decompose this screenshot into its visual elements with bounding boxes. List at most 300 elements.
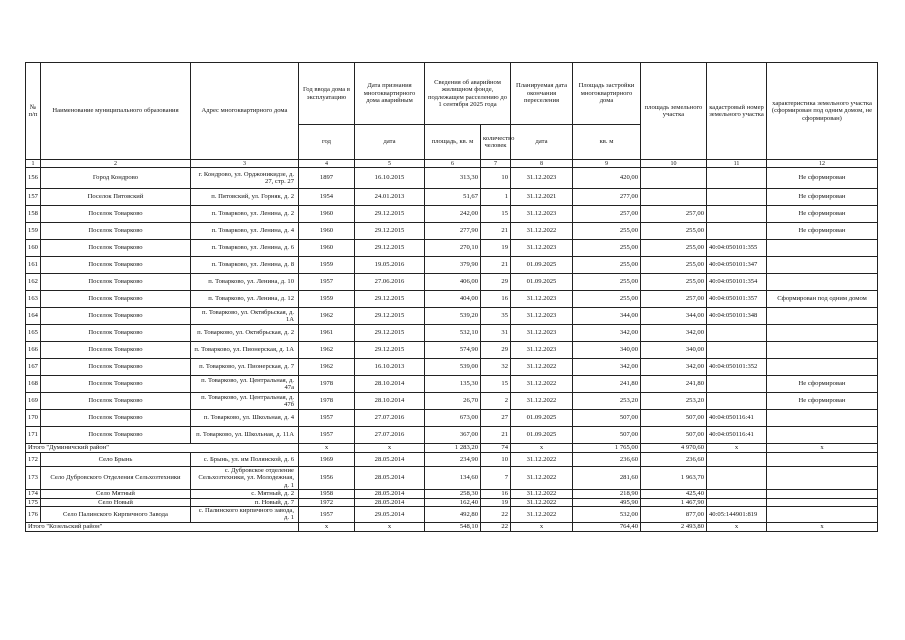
building-area-cell: 420,00 (573, 168, 641, 189)
recognition-date-cell: 28.05.2014 (355, 453, 425, 467)
land-characteristic-cell (767, 325, 878, 342)
cadastral-cell: 40:04:050101:348 (707, 308, 767, 325)
table-row (26, 291, 878, 308)
year-cell: 1972 (299, 498, 355, 506)
land-area-cell: 507,00 (641, 427, 707, 444)
table-row (26, 410, 878, 427)
table-row (26, 376, 878, 393)
recognition-date-cell: 29.05.2014 (355, 507, 425, 523)
row-number: 168 (26, 376, 41, 393)
header-land-area: площадь земельного участка (641, 63, 707, 160)
planned-date-cell: 31.12.2023 (511, 206, 573, 223)
municipality-cell: Село Мятный (41, 490, 191, 498)
row-number: 160 (26, 240, 41, 257)
land-area-cell: 344,00 (641, 308, 707, 325)
building-area-cell: 255,00 (573, 274, 641, 291)
year-cell: 1958 (299, 490, 355, 498)
municipality-cell: Поселок Товарково (41, 427, 191, 444)
year-cell: 1960 (299, 223, 355, 240)
total-year-cell: x (299, 522, 355, 531)
building-area-cell: 340,00 (573, 342, 641, 359)
cadastral-cell: 40:04:050101:347 (707, 257, 767, 274)
municipality-cell: Село Дубровского Отделения Сельхозтехники (41, 467, 191, 490)
column-number: 7 (481, 160, 511, 168)
total-label: Итого "Козельский район" (26, 522, 299, 531)
address-cell: п. Товарково, ул. Центральная, д. 47б (191, 393, 299, 410)
area-cell: 270,10 (425, 240, 481, 257)
address-cell: с. Брынь, ул. им Полянской, д. 6 (191, 453, 299, 467)
area-cell: 242,00 (425, 206, 481, 223)
municipality-cell: Поселок Товарково (41, 257, 191, 274)
people-cell: 16 (481, 291, 511, 308)
recognition-date-cell: 24.01.2013 (355, 189, 425, 206)
cadastral-cell (707, 325, 767, 342)
table-row (26, 308, 878, 325)
cadastral-cell (707, 490, 767, 498)
address-cell: г. Кондрово, ул. Орджоникидзе, д. 27, стр. 27 (191, 168, 299, 189)
year-cell: 1959 (299, 291, 355, 308)
year-cell: 1957 (299, 427, 355, 444)
row-number: 158 (26, 206, 41, 223)
area-cell: 406,00 (425, 274, 481, 291)
building-area-cell: 218,90 (573, 490, 641, 498)
land-area-cell: 236,60 (641, 453, 707, 467)
recognition-date-cell: 29.12.2015 (355, 206, 425, 223)
area-cell: 135,30 (425, 376, 481, 393)
recognition-date-cell: 29.12.2015 (355, 223, 425, 240)
total-land-area-cell: 2 493,80 (641, 522, 707, 531)
subheader-unit: кв. м (573, 125, 641, 160)
table-row (26, 359, 878, 376)
column-number: 2 (41, 160, 191, 168)
total-row (26, 522, 878, 531)
address-cell: п. Товарково, ул. Пионерская, д. 7 (191, 359, 299, 376)
land-area-cell (641, 189, 707, 206)
row-number: 157 (26, 189, 41, 206)
total-date-cell: x (355, 522, 425, 531)
row-number: 169 (26, 393, 41, 410)
total-row (26, 444, 878, 453)
land-area-cell: 340,00 (641, 342, 707, 359)
municipality-cell: Город Кондрово (41, 168, 191, 189)
recognition-date-cell: 29.12.2015 (355, 240, 425, 257)
header-building-area: Площадь застройки многоквартирного дома (573, 63, 641, 125)
cadastral-cell (707, 168, 767, 189)
land-characteristic-cell: Не сформирован (767, 206, 878, 223)
total-characteristic-cell: x (767, 444, 878, 453)
table-row (26, 240, 878, 257)
building-area-cell: 281,60 (573, 467, 641, 490)
recognition-date-cell: 28.10.2014 (355, 393, 425, 410)
people-cell: 10 (481, 453, 511, 467)
planned-date-cell: 31.12.2022 (511, 453, 573, 467)
land-area-cell: 342,00 (641, 359, 707, 376)
cadastral-cell: 40:04:050116:41 (707, 410, 767, 427)
building-area-cell: 255,00 (573, 257, 641, 274)
address-cell: п. Пятовский, ул. Горняк, д. 2 (191, 189, 299, 206)
cadastral-cell (707, 498, 767, 506)
people-cell: 15 (481, 376, 511, 393)
address-cell: п. Товарково, ул. Ленина, д. 6 (191, 240, 299, 257)
total-people-cell: 22 (481, 522, 511, 531)
municipality-cell: Поселок Товарково (41, 359, 191, 376)
planned-date-cell: 31.12.2022 (511, 498, 573, 506)
recognition-date-cell: 28.05.2014 (355, 498, 425, 506)
table-row (26, 453, 878, 467)
area-cell: 539,20 (425, 308, 481, 325)
people-cell: 22 (481, 507, 511, 523)
land-characteristic-cell (767, 240, 878, 257)
building-area-cell: 507,00 (573, 427, 641, 444)
building-area-cell: 277,00 (573, 189, 641, 206)
building-area-cell: 255,00 (573, 240, 641, 257)
address-cell: п. Товарково, ул. Ленина, д. 12 (191, 291, 299, 308)
area-cell: 258,30 (425, 490, 481, 498)
building-area-cell: 344,00 (573, 308, 641, 325)
total-cadastral-cell: x (707, 522, 767, 531)
land-area-cell: 257,00 (641, 206, 707, 223)
year-cell: 1954 (299, 189, 355, 206)
land-characteristic-cell (767, 359, 878, 376)
year-cell: 1897 (299, 168, 355, 189)
building-area-cell: 241,80 (573, 376, 641, 393)
year-cell: 1957 (299, 410, 355, 427)
address-cell: п. Товарково, ул. Ленина, д. 8 (191, 257, 299, 274)
land-area-cell: 1 963,70 (641, 467, 707, 490)
recognition-date-cell: 29.12.2015 (355, 308, 425, 325)
people-cell: 21 (481, 223, 511, 240)
row-number: 170 (26, 410, 41, 427)
subheader-year: год (299, 125, 355, 160)
building-area-cell: 532,00 (573, 507, 641, 523)
table-row (26, 467, 878, 490)
header-address: Адрес многоквартирного дома (191, 63, 299, 160)
area-cell: 673,00 (425, 410, 481, 427)
land-area-cell: 877,00 (641, 507, 707, 523)
municipality-cell: Поселок Товарково (41, 325, 191, 342)
cadastral-cell: 40:04:050101:352 (707, 359, 767, 376)
planned-date-cell: 01.09.2025 (511, 257, 573, 274)
address-cell: п. Товарково, ул. Ленина, д. 10 (191, 274, 299, 291)
area-cell: 26,70 (425, 393, 481, 410)
recognition-date-cell: 28.10.2014 (355, 376, 425, 393)
table-body (26, 160, 878, 532)
row-number: 175 (26, 498, 41, 506)
total-year-cell: x (299, 444, 355, 453)
emergency-housing-table (25, 62, 878, 532)
row-number: 171 (26, 427, 41, 444)
total-characteristic-cell: x (767, 522, 878, 531)
address-cell: п. Новый, д. 7 (191, 498, 299, 506)
land-area-cell: 507,00 (641, 410, 707, 427)
row-number: 163 (26, 291, 41, 308)
land-characteristic-cell (767, 427, 878, 444)
address-cell: п. Товарково, ул. Октябрьская, д. 2 (191, 325, 299, 342)
people-cell: 27 (481, 410, 511, 427)
row-number: 166 (26, 342, 41, 359)
year-cell: 1962 (299, 342, 355, 359)
area-cell: 367,00 (425, 427, 481, 444)
land-area-cell: 425,40 (641, 490, 707, 498)
column-number: 6 (425, 160, 481, 168)
area-cell: 492,80 (425, 507, 481, 523)
planned-date-cell: 31.12.2023 (511, 308, 573, 325)
land-area-cell: 257,00 (641, 291, 707, 308)
people-cell: 19 (481, 498, 511, 506)
municipality-cell: Поселок Товарково (41, 291, 191, 308)
recognition-date-cell: 16.10.2015 (355, 168, 425, 189)
planned-date-cell: 31.12.2022 (511, 507, 573, 523)
document-sheet (25, 62, 878, 532)
year-cell: 1978 (299, 393, 355, 410)
recognition-date-cell: 27.07.2016 (355, 427, 425, 444)
building-area-cell: 255,00 (573, 223, 641, 240)
land-characteristic-cell: Не сформирован (767, 168, 878, 189)
table-row (26, 223, 878, 240)
planned-date-cell: 01.09.2025 (511, 427, 573, 444)
land-characteristic-cell: Не сформирован (767, 376, 878, 393)
land-area-cell: 255,00 (641, 223, 707, 240)
year-cell: 1960 (299, 206, 355, 223)
planned-date-cell: 01.09.2025 (511, 274, 573, 291)
total-cadastral-cell: x (707, 444, 767, 453)
people-cell: 10 (481, 168, 511, 189)
people-cell: 7 (481, 467, 511, 490)
land-area-cell: 253,20 (641, 393, 707, 410)
planned-date-cell: 31.12.2022 (511, 359, 573, 376)
recognition-date-cell: 19.05.2016 (355, 257, 425, 274)
recognition-date-cell: 28.05.2014 (355, 467, 425, 490)
land-characteristic-cell (767, 308, 878, 325)
table-row (26, 325, 878, 342)
address-cell: с. Дубровское отделение Сельхозтехники, ул. Молодежная, д. 1 (191, 467, 299, 490)
cadastral-cell (707, 206, 767, 223)
land-characteristic-cell (767, 467, 878, 490)
land-characteristic-cell (767, 274, 878, 291)
subheader-people: количество человек (481, 125, 511, 160)
row-number: 159 (26, 223, 41, 240)
people-cell: 16 (481, 490, 511, 498)
people-cell: 19 (481, 240, 511, 257)
table-row (26, 498, 878, 506)
area-cell: 134,60 (425, 467, 481, 490)
header-municipality: Наименование муниципального образования (41, 63, 191, 160)
area-cell: 313,30 (425, 168, 481, 189)
municipality-cell: Село Новый (41, 498, 191, 506)
recognition-date-cell: 27.07.2016 (355, 410, 425, 427)
header-recognition-date: Дата признания многоквартирного дома аварийным (355, 63, 425, 125)
land-area-cell: 255,00 (641, 274, 707, 291)
row-number: 162 (26, 274, 41, 291)
people-cell: 21 (481, 427, 511, 444)
area-cell: 277,90 (425, 223, 481, 240)
land-area-cell: 255,00 (641, 257, 707, 274)
row-number: 173 (26, 467, 41, 490)
people-cell: 1 (481, 189, 511, 206)
people-cell: 32 (481, 359, 511, 376)
land-area-cell: 241,80 (641, 376, 707, 393)
row-number: 165 (26, 325, 41, 342)
year-cell: 1957 (299, 507, 355, 523)
area-cell: 162,40 (425, 498, 481, 506)
total-area-cell: 548,10 (425, 522, 481, 531)
address-cell: с. Мятный, д. 2 (191, 490, 299, 498)
subheader-planned-date: дата (511, 125, 573, 160)
cadastral-cell: 40:04:050101:354 (707, 274, 767, 291)
municipality-cell: Поселок Пятовский (41, 189, 191, 206)
row-number: 174 (26, 490, 41, 498)
row-number: 176 (26, 507, 41, 523)
land-characteristic-cell (767, 507, 878, 523)
cadastral-cell: 40:04:050116:41 (707, 427, 767, 444)
row-number: 161 (26, 257, 41, 274)
land-area-cell: 255,00 (641, 240, 707, 257)
people-cell: 35 (481, 308, 511, 325)
table-row (26, 257, 878, 274)
municipality-cell: Поселок Товарково (41, 223, 191, 240)
land-characteristic-cell: Сформирован под одним домом (767, 291, 878, 308)
planned-date-cell: 31.12.2022 (511, 393, 573, 410)
people-cell: 2 (481, 393, 511, 410)
municipality-cell: Поселок Товарково (41, 240, 191, 257)
recognition-date-cell: 16.10.2013 (355, 359, 425, 376)
year-cell: 1959 (299, 257, 355, 274)
land-characteristic-cell (767, 410, 878, 427)
total-planned-date-cell: x (511, 522, 573, 531)
land-characteristic-cell (767, 342, 878, 359)
area-cell: 404,00 (425, 291, 481, 308)
recognition-date-cell: 28.05.2014 (355, 490, 425, 498)
row-number: 156 (26, 168, 41, 189)
total-building-area-cell: 1 765,00 (573, 444, 641, 453)
year-cell: 1962 (299, 308, 355, 325)
subheader-area: площадь, кв. м (425, 125, 481, 160)
planned-date-cell: 31.12.2023 (511, 325, 573, 342)
column-number: 12 (767, 160, 878, 168)
header-num: № п/п (26, 63, 41, 160)
address-cell: п. Товарково, ул. Школьная, д. 4 (191, 410, 299, 427)
year-cell: 1957 (299, 274, 355, 291)
cadastral-cell (707, 189, 767, 206)
cadastral-cell (707, 342, 767, 359)
planned-date-cell: 31.12.2021 (511, 189, 573, 206)
land-characteristic-cell: Не сформирован (767, 189, 878, 206)
municipality-cell: Село Брынь (41, 453, 191, 467)
municipality-cell: Поселок Товарково (41, 410, 191, 427)
table-row (26, 393, 878, 410)
land-characteristic-cell (767, 453, 878, 467)
municipality-cell: Поселок Товарково (41, 393, 191, 410)
land-area-cell (641, 168, 707, 189)
header-planned-date: Планируемая дата окончания переселения (511, 63, 573, 125)
planned-date-cell: 31.12.2023 (511, 168, 573, 189)
recognition-date-cell: 27.06.2016 (355, 274, 425, 291)
column-number: 10 (641, 160, 707, 168)
address-cell: п. Товарково, ул. Ленина, д. 4 (191, 223, 299, 240)
header-emergency-info: Сведения об аварийном жилищном фонде, подлежащем расселению до 1 сентября 2025 года (425, 63, 511, 125)
people-cell: 29 (481, 274, 511, 291)
address-cell: п. Товарково, ул. Центральная, д. 47а (191, 376, 299, 393)
header-land-characteristic: характеристика земельного участка (сформирован под одним домом, не сформирован) (767, 63, 878, 160)
municipality-cell: Поселок Товарково (41, 342, 191, 359)
table-row (26, 206, 878, 223)
row-number: 167 (26, 359, 41, 376)
people-cell: 21 (481, 257, 511, 274)
land-characteristic-cell: Не сформирован (767, 393, 878, 410)
area-cell: 51,67 (425, 189, 481, 206)
year-cell: 1969 (299, 453, 355, 467)
area-cell: 539,00 (425, 359, 481, 376)
building-area-cell: 253,20 (573, 393, 641, 410)
municipality-cell: Село Палинского Кирпичного Завода (41, 507, 191, 523)
land-area-cell: 342,00 (641, 325, 707, 342)
building-area-cell: 507,00 (573, 410, 641, 427)
total-date-cell: x (355, 444, 425, 453)
year-cell: 1961 (299, 325, 355, 342)
column-number: 11 (707, 160, 767, 168)
people-cell: 15 (481, 206, 511, 223)
area-cell: 234,90 (425, 453, 481, 467)
land-characteristic-cell (767, 498, 878, 506)
column-number: 4 (299, 160, 355, 168)
building-area-cell: 255,00 (573, 291, 641, 308)
cadastral-cell (707, 467, 767, 490)
building-area-cell: 236,60 (573, 453, 641, 467)
cadastral-cell: 40:04:050101:357 (707, 291, 767, 308)
column-number: 3 (191, 160, 299, 168)
table-row (26, 342, 878, 359)
planned-date-cell: 31.12.2022 (511, 467, 573, 490)
address-cell: с. Палинского кирпичного завода, д. 1 (191, 507, 299, 523)
municipality-cell: Поселок Товарково (41, 274, 191, 291)
planned-date-cell: 31.12.2022 (511, 490, 573, 498)
cadastral-cell (707, 453, 767, 467)
total-building-area-cell: 764,40 (573, 522, 641, 531)
planned-date-cell: 31.12.2023 (511, 291, 573, 308)
year-cell: 1960 (299, 240, 355, 257)
total-area-cell: 1 283,20 (425, 444, 481, 453)
column-number-row (26, 160, 878, 168)
building-area-cell: 342,00 (573, 325, 641, 342)
table-row (26, 189, 878, 206)
table-row (26, 168, 878, 189)
planned-date-cell: 31.12.2023 (511, 240, 573, 257)
cadastral-cell: 40:05:144901:819 (707, 507, 767, 523)
header-cadastral: кадастровый номер земельного участка (707, 63, 767, 160)
cadastral-cell (707, 223, 767, 240)
building-area-cell: 342,00 (573, 359, 641, 376)
address-cell: п. Товарково, ул. Школьная, д. 11А (191, 427, 299, 444)
table-row (26, 490, 878, 498)
table-row (26, 427, 878, 444)
people-cell: 31 (481, 325, 511, 342)
address-cell: п. Товарково, ул. Пионерская, д. 1А (191, 342, 299, 359)
row-number: 164 (26, 308, 41, 325)
cadastral-cell (707, 393, 767, 410)
table-row (26, 274, 878, 291)
year-cell: 1956 (299, 467, 355, 490)
address-cell: п. Товарково, ул. Ленина, д. 2 (191, 206, 299, 223)
cadastral-cell (707, 376, 767, 393)
total-people-cell: 74 (481, 444, 511, 453)
total-land-area-cell: 4 970,60 (641, 444, 707, 453)
column-number: 9 (573, 160, 641, 168)
area-cell: 574,90 (425, 342, 481, 359)
planned-date-cell: 31.12.2022 (511, 223, 573, 240)
column-number: 5 (355, 160, 425, 168)
year-cell: 1978 (299, 376, 355, 393)
land-characteristic-cell (767, 490, 878, 498)
